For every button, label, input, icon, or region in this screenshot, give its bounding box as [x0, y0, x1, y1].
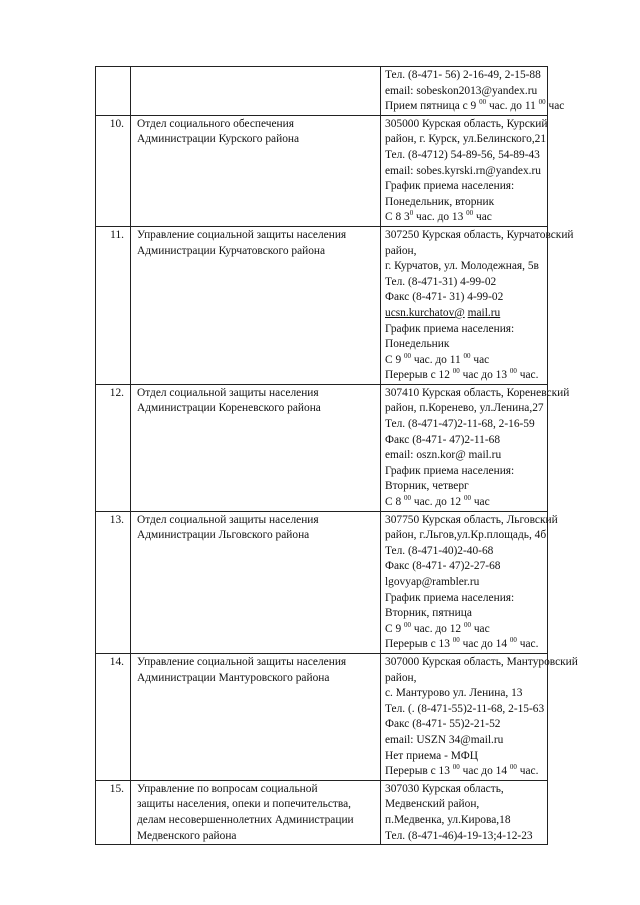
- text-fragment: час. до 13: [413, 211, 467, 224]
- text-fragment: час. до 11: [411, 353, 464, 366]
- contact-info-line: [385, 210, 547, 226]
- text-fragment: Вторник, четверг: [385, 480, 469, 493]
- superscript-minutes: 00: [404, 494, 411, 503]
- contact-info-line: [385, 353, 547, 369]
- contact-info-line: [385, 132, 547, 148]
- contact-info-line: [385, 337, 547, 353]
- department-name: [131, 67, 381, 116]
- text-fragment: час.: [516, 638, 539, 651]
- text-fragment: Понедельник, вторник: [385, 195, 495, 208]
- contact-info-line: [385, 368, 547, 384]
- text-fragment: г. Курчатов, ул. Молодежная, 5в: [385, 260, 539, 273]
- contact-info-line: [385, 164, 547, 180]
- department-name: [131, 115, 381, 226]
- text-fragment: График приема населения:: [385, 464, 515, 477]
- contact-info-line: [385, 749, 547, 765]
- text-fragment: 307000 Курская область, Мантуровский: [385, 655, 578, 668]
- contact-info-line: [385, 813, 547, 829]
- contact-info-line: [385, 733, 547, 749]
- text-fragment: час до 14: [459, 638, 510, 651]
- contact-info-line: [385, 401, 547, 417]
- table-row: [96, 780, 548, 844]
- text-fragment: С 8 3: [385, 211, 410, 224]
- text-fragment: Перерыв с 13: [385, 765, 453, 778]
- text-fragment: час: [473, 211, 492, 224]
- department-name: [131, 780, 381, 844]
- text-fragment: mail.ru: [467, 306, 501, 319]
- text-fragment: Прием пятница с 9: [385, 100, 480, 113]
- superscript-minutes: 00: [463, 620, 471, 629]
- text-fragment: Перерыв с 12: [385, 369, 453, 382]
- contact-info-line: [385, 544, 547, 560]
- contact-info-line: [385, 433, 547, 449]
- table-row: [96, 384, 548, 511]
- contact-info-line: [385, 417, 547, 433]
- text-fragment: Нет приема - МФЦ: [385, 749, 478, 762]
- department-name: [131, 653, 381, 780]
- text-fragment: Факс (8-471- 47)2-11-68: [385, 433, 501, 446]
- contact-info: [381, 780, 548, 844]
- superscript-minutes: 00: [463, 494, 471, 503]
- contact-info: [381, 653, 578, 780]
- text-fragment: район, г.Льгов,ул.Кр.площадь, 4б: [385, 529, 547, 542]
- text-fragment: 305000 Курская область, Курский: [385, 117, 548, 130]
- department-name-line: Администрации Курского района: [137, 133, 300, 146]
- department-name-line: Отдел социальной защиты населения: [137, 513, 319, 526]
- department-name-line: Администрации Льговского района: [137, 529, 310, 542]
- department-name-line: Управление по вопросам социальной: [137, 782, 318, 795]
- text-fragment: С 8: [385, 496, 404, 509]
- contact-info-line: [385, 513, 558, 529]
- contact-info: [381, 67, 565, 116]
- contact-info-line: [385, 148, 547, 164]
- department-name: [131, 226, 381, 384]
- department-name-line: Медвенского района: [137, 829, 237, 842]
- text-fragment: час до 14: [459, 765, 510, 778]
- text-fragment: Перерыв с 13: [385, 638, 453, 651]
- contact-info-line: [385, 84, 547, 100]
- department-name-line: Отдел социальной защиты населения: [137, 386, 319, 399]
- contact-info-line: [385, 275, 547, 291]
- contact-info-line: [385, 671, 547, 687]
- contact-info-line: [385, 575, 547, 591]
- contact-info-line: [385, 797, 547, 813]
- text-fragment: район, п.Коренево, ул.Ленина,27: [385, 402, 544, 415]
- text-fragment: С 9: [385, 353, 404, 366]
- table-row: [96, 67, 548, 116]
- text-fragment: час.: [516, 369, 539, 382]
- text-fragment: С 9: [385, 622, 404, 635]
- department-name-line: защиты населения, опеки и попечительства,: [137, 798, 351, 811]
- text-fragment: График приема населения:: [385, 591, 515, 604]
- contact-info-line: [385, 717, 547, 733]
- contact-info-line: [385, 464, 547, 480]
- contact-info-line: [385, 528, 547, 544]
- contact-info-line: [385, 228, 574, 244]
- contact-info: [381, 226, 574, 384]
- text-fragment: с. Мантурово ул. Ленина, 13: [385, 687, 523, 700]
- contact-info-line: [385, 829, 547, 845]
- contact-info-line: [385, 764, 547, 780]
- text-fragment: 307410 Курская область, Кореневский: [385, 386, 570, 399]
- department-name-line: Управление социальной защиты населения: [137, 228, 347, 241]
- text-fragment: час до 13: [459, 369, 510, 382]
- department-name-line: Отдел социального обеспечения: [137, 117, 294, 130]
- superscript-minutes: 00: [452, 763, 460, 772]
- contact-info-line: [385, 290, 547, 306]
- superscript-minutes: 00: [479, 98, 487, 107]
- department-name: [131, 511, 381, 653]
- row-number: 10.: [96, 115, 131, 226]
- text-fragment: Тел. (8-471-47)2-11-68, 2-16-59: [385, 418, 535, 431]
- row-number: 14.: [96, 653, 131, 780]
- department-name-line: Администрации Мантуровского района: [137, 671, 330, 684]
- text-fragment: Тел. (8-471-40)2-40-68: [385, 544, 494, 557]
- contact-info-line: [385, 686, 547, 702]
- department-name-line: Администрации Кореневского района: [137, 402, 321, 415]
- text-fragment: Тел. (8-471- 56) 2-16-49, 2-15-88: [385, 69, 541, 81]
- text-fragment: email: sobes.kyrski.rn@yandex.ru: [385, 164, 542, 177]
- contact-info-line: [385, 637, 547, 653]
- row-number: 12.: [96, 384, 131, 511]
- superscript-minutes: 00: [538, 98, 546, 107]
- contact-info-line: [385, 479, 547, 495]
- table-row: [96, 115, 548, 226]
- table-row: [96, 511, 548, 653]
- department-name-line: Администрации Курчатовского района: [137, 244, 326, 257]
- text-fragment: час.: [516, 765, 539, 778]
- text-fragment: email: oszn.kor@ mail.ru: [385, 449, 502, 462]
- contact-info-line: [385, 68, 547, 84]
- text-fragment: email: sobeskon2013@yandex.ru: [385, 84, 538, 97]
- contact-info-line: [385, 606, 547, 622]
- text-fragment: Тел. (8-471-46)4-19-13;4-12-23: [385, 829, 533, 842]
- superscript-minutes: 00: [452, 636, 460, 645]
- superscript-minutes: 00: [463, 351, 471, 360]
- text-fragment: час: [545, 100, 565, 113]
- contact-info-line: [385, 702, 547, 718]
- text-fragment: час: [470, 622, 490, 635]
- contact-info-line: [385, 179, 547, 195]
- text-fragment: График приема населения:: [385, 180, 515, 193]
- text-fragment: Медвенский район,: [385, 798, 480, 811]
- text-fragment: Тел. (8-4712) 54-89-56, 54-89-43: [385, 148, 540, 161]
- contact-info: [381, 115, 548, 226]
- contact-info-line: [385, 386, 570, 402]
- text-fragment: График приема населения:: [385, 322, 515, 335]
- row-number: 13.: [96, 511, 131, 653]
- contact-info-line: [385, 622, 547, 638]
- superscript-minutes: 0: [409, 209, 414, 218]
- contact-info-line: [385, 591, 547, 607]
- text-fragment: 307250 Курская область, Курчатовский: [385, 228, 574, 241]
- contact-info-line: [385, 195, 547, 211]
- text-fragment: район,: [385, 671, 417, 684]
- text-fragment: район,: [385, 244, 417, 257]
- text-fragment: час: [470, 496, 490, 509]
- text-fragment: Понедельник: [385, 338, 450, 351]
- superscript-minutes: 00: [509, 763, 517, 772]
- text-fragment: час. до 12: [411, 622, 464, 635]
- departments-table: [95, 66, 578, 845]
- superscript-minutes: 00: [404, 620, 411, 629]
- text-fragment: час: [470, 353, 490, 366]
- contact-info-line: [385, 306, 547, 322]
- department-name: [131, 384, 381, 511]
- contact-info-line: [385, 322, 547, 338]
- contact-info-line: [385, 559, 547, 575]
- text-fragment: Тел. (8-471-31) 4-99-02: [385, 275, 497, 288]
- department-name-line: делам несовершеннолетних Администрации: [137, 813, 354, 826]
- text-fragment: lgovyap@rambler.ru: [385, 576, 480, 588]
- superscript-minutes: 00: [509, 367, 517, 376]
- text-fragment: email: USZN 34@mail.ru: [385, 733, 504, 746]
- text-fragment: час. до 12: [411, 496, 464, 509]
- contact-info-line: [385, 655, 578, 671]
- text-fragment: Факс (8-471- 47)2-27-68: [385, 560, 501, 573]
- text-fragment: час. до 11: [486, 100, 539, 113]
- superscript-minutes: 00: [452, 367, 460, 376]
- contact-info-line: [385, 117, 547, 133]
- superscript-minutes: 00: [404, 351, 411, 360]
- text-fragment: 307750 Курская область, Льговский: [385, 513, 558, 526]
- text-fragment: ucsn.kurchatov@: [385, 306, 465, 319]
- text-fragment: Факс (8-471- 31) 4-99-02: [385, 291, 504, 304]
- contact-info-line: [385, 495, 547, 511]
- contact-info: [381, 511, 558, 653]
- text-fragment: район, г. Курск, ул.Белинского,21: [385, 133, 547, 146]
- text-fragment: Факс (8-471- 55)2-21-52: [385, 718, 501, 731]
- contact-info: [381, 384, 570, 511]
- row-number: 11.: [96, 226, 131, 384]
- superscript-minutes: 00: [466, 209, 474, 218]
- department-name-line: Управление социальной защиты населения: [137, 655, 347, 668]
- contact-info-line: [385, 259, 547, 275]
- superscript-minutes: 00: [509, 636, 517, 645]
- text-fragment: Вторник, пятница: [385, 607, 472, 620]
- table-row: [96, 653, 548, 780]
- text-fragment: п.Медвенка, ул.Кирова,18: [385, 813, 511, 826]
- table-row: [96, 226, 548, 384]
- contact-info-line: [385, 244, 547, 260]
- text-fragment: Тел. (. (8-471-55)2-11-68, 2-15-63: [385, 702, 545, 715]
- row-number: [96, 67, 131, 116]
- contact-info-line: [385, 98, 565, 115]
- text-fragment: 307030 Курская область,: [385, 782, 504, 795]
- contact-info-line: [385, 448, 547, 464]
- contact-info-line: [385, 782, 547, 798]
- table-body: [96, 67, 578, 845]
- row-number: 15.: [96, 780, 131, 844]
